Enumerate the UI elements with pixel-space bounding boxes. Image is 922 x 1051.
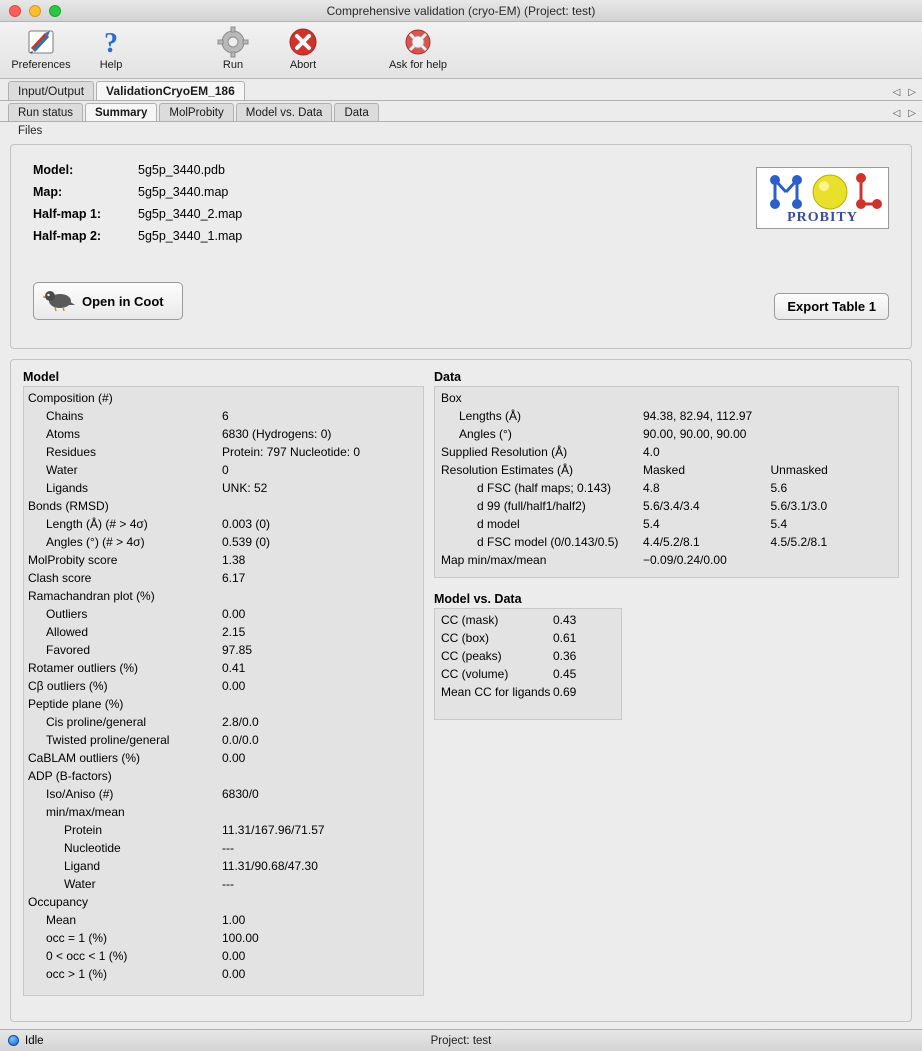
- table-row: [24, 803, 423, 821]
- row-value: 100.00: [222, 931, 259, 945]
- row-key: Cis proline/general: [46, 715, 147, 729]
- row-value: 0.00: [222, 607, 246, 621]
- table-row: [24, 623, 423, 641]
- toolbar: [0, 22, 922, 79]
- minimize-button[interactable]: [29, 5, 41, 17]
- main-content: [0, 140, 922, 1029]
- row-value: 0.43: [553, 613, 577, 627]
- row-key: Nucleotide: [64, 841, 121, 855]
- chevron-right-icon[interactable]: ▷: [908, 87, 916, 98]
- table-row: [24, 407, 423, 425]
- row-value-unmasked: 4.5/5.2/8.1: [770, 535, 828, 549]
- row-value-masked: [643, 389, 771, 407]
- model-section-title: Model: [23, 370, 60, 384]
- table-row: [435, 665, 621, 683]
- window-controls[interactable]: [0, 5, 61, 17]
- tab-run-status[interactable]: Run status: [8, 103, 83, 121]
- table-row: [24, 785, 423, 803]
- row-key: Ligand: [64, 859, 101, 873]
- run-gear-icon: [217, 25, 249, 58]
- run-button[interactable]: [198, 22, 268, 71]
- tab-model-vs-data[interactable]: Model vs. Data: [236, 103, 333, 121]
- row-value-masked: 5.4: [643, 517, 660, 531]
- chevron-left-icon[interactable]: ◁: [892, 108, 901, 119]
- preferences-button[interactable]: [6, 22, 76, 71]
- tab-data[interactable]: Data: [334, 103, 378, 121]
- molprobity-logo: [756, 167, 889, 229]
- title-bar: [0, 0, 922, 22]
- chevron-right-icon[interactable]: ▷: [908, 108, 916, 119]
- files-section-label: Files: [0, 122, 922, 140]
- file-row-half-map-2: [33, 229, 889, 243]
- row-key: Protein: [64, 823, 103, 837]
- table-row: [24, 479, 423, 497]
- half-map-2-label: Half-map 2:: [33, 229, 102, 243]
- svg-text:?: ?: [104, 27, 118, 57]
- row-key: Mean: [46, 913, 77, 927]
- table-row: [24, 911, 423, 929]
- statistics-panel: [10, 359, 912, 1022]
- data-section-title: Data: [434, 370, 462, 384]
- tab-validation-cryoem[interactable]: ValidationCryoEM_186: [96, 81, 245, 100]
- model-file-label: Model:: [33, 163, 74, 177]
- row-value-masked: 4.4/5.2/8.1: [643, 535, 700, 549]
- row-value: 1.00: [222, 913, 246, 927]
- table-row: [435, 479, 898, 497]
- row-key: min/max/mean: [46, 805, 125, 819]
- row-value: [222, 803, 422, 821]
- lifebuoy-icon: [403, 25, 433, 58]
- secondary-tab-scroll[interactable]: [893, 108, 916, 119]
- model-column: [23, 370, 424, 1011]
- run-label: Run: [222, 59, 244, 71]
- row-value-masked: −0.09/0.24/0.00: [643, 553, 727, 567]
- ask-for-help-button[interactable]: [372, 22, 464, 71]
- table-row: [24, 731, 423, 749]
- row-value: 6.17: [222, 571, 246, 585]
- row-key: 0 < occ < 1 (%): [46, 949, 128, 963]
- row-value: 0.0/0.0: [222, 733, 259, 747]
- window-title: Comprehensive validation (cryo-EM) (Project: test): [326, 3, 596, 18]
- row-value: [222, 587, 422, 605]
- molprobity-logo-text: PROBITY: [787, 210, 858, 225]
- row-value-masked: 5.6/3.4/3.4: [643, 499, 700, 513]
- row-key: Water: [64, 877, 96, 891]
- table-row: [435, 515, 898, 533]
- row-value-unmasked: [771, 425, 899, 443]
- table-row: [24, 551, 423, 569]
- row-value: 0: [222, 463, 229, 477]
- row-key: CaBLAM outliers (%): [28, 751, 141, 765]
- row-value: 0.00: [222, 949, 246, 963]
- data-table: [434, 386, 899, 578]
- row-value-unmasked: 5.6: [770, 481, 788, 495]
- data-column: [434, 370, 899, 1011]
- row-value-masked: 94.38, 82.94, 112.97: [643, 409, 753, 423]
- column-header-masked: Masked: [643, 463, 686, 477]
- row-value: [222, 497, 422, 515]
- row-key: occ > 1 (%): [46, 967, 108, 981]
- map-file-value: 5g5p_3440.map: [138, 185, 229, 199]
- tab-summary[interactable]: Summary: [85, 103, 157, 121]
- model-vs-data-section-title: Model vs. Data: [434, 592, 522, 606]
- row-value: 0.00: [222, 679, 246, 693]
- row-key: d FSC model (0/0.143/0.5): [477, 535, 619, 549]
- row-key: Rotamer outliers (%): [28, 661, 139, 675]
- row-value: 11.31/167.96/71.57: [222, 823, 325, 837]
- row-value: 11.31/90.68/47.30: [222, 859, 318, 873]
- help-label: Help: [99, 59, 123, 71]
- table-row: [24, 497, 423, 515]
- row-key: CC (mask): [441, 613, 499, 627]
- row-value: 6830/0: [222, 787, 259, 801]
- table-row: [435, 425, 898, 443]
- table-row: [435, 629, 621, 647]
- export-table-1-label: Export Table 1: [787, 299, 876, 314]
- table-row: [24, 875, 423, 893]
- row-key: Mean CC for ligands: [441, 685, 551, 699]
- row-value-masked: 4.0: [643, 445, 660, 459]
- row-key: Box: [441, 391, 462, 405]
- row-key: CC (box): [441, 631, 490, 645]
- close-button[interactable]: [9, 5, 21, 17]
- row-value: [222, 767, 422, 785]
- row-key: CC (volume): [441, 667, 509, 681]
- table-row: [24, 443, 423, 461]
- table-row: [24, 713, 423, 731]
- half-map-1-label: Half-map 1:: [33, 207, 102, 221]
- row-value-unmasked: 5.4: [770, 517, 788, 531]
- row-value: 0.41: [222, 661, 246, 675]
- row-key: Peptide plane (%): [28, 697, 124, 711]
- export-table-1-button[interactable]: [774, 293, 889, 320]
- abort-button[interactable]: [268, 22, 338, 71]
- row-value: 6: [222, 409, 229, 423]
- status-bar: [0, 1029, 922, 1051]
- help-button[interactable]: [76, 22, 146, 71]
- row-value: 97.85: [222, 643, 253, 657]
- row-value-masked: 4.8: [643, 481, 660, 495]
- status-text: Idle: [25, 1034, 44, 1047]
- row-value: [222, 893, 422, 911]
- row-key: Bonds (RMSD): [28, 499, 109, 513]
- row-key: Outliers: [46, 607, 88, 621]
- table-row: [24, 587, 423, 605]
- abort-icon: [288, 25, 318, 58]
- row-key: d model: [477, 517, 520, 531]
- primary-tab-bar: [0, 79, 922, 101]
- row-value: 0.00: [222, 751, 246, 765]
- table-row: [435, 683, 621, 701]
- row-value: 0.539 (0): [222, 535, 271, 549]
- row-value: 0.00: [222, 967, 246, 981]
- row-key: Iso/Aniso (#): [46, 787, 114, 801]
- row-value-unmasked: [771, 389, 899, 407]
- coot-bird-icon: [43, 288, 75, 315]
- row-value: [222, 695, 422, 713]
- row-value: ---: [222, 841, 234, 855]
- row-value: UNK: 52: [222, 481, 268, 495]
- table-row: [24, 425, 423, 443]
- model-vs-data-table: [434, 608, 622, 720]
- table-row: [24, 749, 423, 767]
- row-key: d FSC (half maps; 0.143): [477, 481, 612, 495]
- row-key: Atoms: [46, 427, 81, 441]
- half-map-1-value: 5g5p_3440_2.map: [138, 207, 243, 221]
- table-row: [435, 443, 898, 461]
- row-key: ADP (B-factors): [28, 769, 112, 783]
- row-key: Occupancy: [28, 895, 89, 909]
- tab-input-output[interactable]: Input/Output: [8, 81, 94, 100]
- files-panel: [10, 144, 912, 349]
- row-key: Water: [46, 463, 78, 477]
- row-value: ---: [222, 877, 234, 891]
- row-key: Map min/max/mean: [441, 553, 547, 567]
- row-value: 2.15: [222, 625, 246, 639]
- model-table: [23, 386, 424, 996]
- row-value: 0.003 (0): [222, 517, 271, 531]
- row-key: Favored: [46, 643, 91, 657]
- row-value: Protein: 797 Nucleotide: 0: [222, 445, 361, 459]
- row-value-unmasked: [771, 443, 899, 461]
- row-key: Ligands: [46, 481, 89, 495]
- row-value: 0.61: [553, 631, 577, 645]
- table-row: [435, 407, 898, 425]
- map-file-label: Map:: [33, 185, 63, 199]
- open-in-coot-label: Open in Coot: [82, 293, 164, 309]
- row-key: Twisted proline/general: [46, 733, 170, 747]
- table-row: [24, 677, 423, 695]
- table-row: [435, 389, 898, 407]
- row-value: 6830 (Hydrogens: 0): [222, 427, 332, 441]
- row-key: Cβ outliers (%): [28, 679, 108, 693]
- row-value: 0.36: [553, 649, 577, 663]
- table-row: [435, 551, 898, 569]
- row-key: Resolution Estimates (Å): [441, 463, 574, 477]
- row-key: d 99 (full/half1/half2): [477, 499, 586, 513]
- row-key: Chains: [46, 409, 84, 423]
- table-row: [24, 533, 423, 551]
- row-key: Allowed: [46, 625, 89, 639]
- table-row: [24, 515, 423, 533]
- half-map-2-value: 5g5p_3440_1.map: [138, 229, 243, 243]
- table-row: [24, 857, 423, 875]
- table-row: [435, 647, 621, 665]
- model-file-value: 5g5p_3440.pdb: [138, 163, 225, 177]
- ask-for-help-label: Ask for help: [388, 59, 448, 71]
- row-key: Supplied Resolution (Å): [441, 445, 568, 459]
- row-value: 1.38: [222, 553, 246, 567]
- column-header-unmasked: Unmasked: [770, 463, 828, 477]
- row-value-unmasked: 5.6/3.1/3.0: [770, 499, 828, 513]
- project-label: Project: test: [430, 1034, 492, 1047]
- row-key: MolProbity score: [28, 553, 118, 567]
- table-row: [435, 611, 621, 629]
- open-in-coot-button[interactable]: [33, 282, 183, 320]
- row-value: [222, 389, 422, 407]
- row-value-unmasked: [771, 407, 899, 425]
- table-row: [24, 839, 423, 857]
- table-row: [24, 929, 423, 947]
- row-key: CC (peaks): [441, 649, 502, 663]
- table-row: [24, 641, 423, 659]
- table-row: [24, 461, 423, 479]
- row-key: Angles (°) (# > 4σ): [46, 535, 145, 549]
- primary-tab-scroll[interactable]: [893, 87, 916, 98]
- tab-molprobity[interactable]: MolProbity: [159, 103, 233, 121]
- table-row: [24, 389, 423, 407]
- chevron-left-icon[interactable]: ◁: [892, 87, 901, 98]
- row-key: Ramachandran plot (%): [28, 589, 155, 603]
- table-row: [24, 605, 423, 623]
- table-row: [435, 533, 898, 551]
- secondary-tab-bar: [0, 101, 922, 122]
- row-key: Residues: [46, 445, 97, 459]
- table-header-row: [435, 461, 898, 479]
- row-value-unmasked: [771, 551, 899, 569]
- maximize-button[interactable]: [49, 5, 61, 17]
- row-key: Angles (°): [459, 427, 512, 441]
- row-key: Composition (#): [28, 391, 113, 405]
- table-row: [24, 695, 423, 713]
- row-value-masked: 90.00, 90.00, 90.00: [643, 427, 747, 441]
- abort-label: Abort: [289, 59, 317, 71]
- help-icon: [96, 25, 126, 58]
- row-value: 0.69: [553, 685, 577, 699]
- row-key: Clash score: [28, 571, 92, 585]
- table-row: [24, 893, 423, 911]
- preferences-icon: [26, 25, 56, 58]
- preferences-label: Preferences: [11, 59, 71, 71]
- table-row: [24, 659, 423, 677]
- row-value: 2.8/0.0: [222, 715, 259, 729]
- row-key: Length (Å) (# > 4σ): [46, 517, 148, 531]
- row-key: Lengths (Å): [459, 409, 522, 423]
- table-row: [24, 965, 423, 983]
- table-row: [24, 767, 423, 785]
- table-row: [24, 821, 423, 839]
- table-row: [24, 569, 423, 587]
- row-value: 0.45: [553, 667, 577, 681]
- table-row: [435, 497, 898, 515]
- table-row: [24, 947, 423, 965]
- row-key: occ = 1 (%): [46, 931, 108, 945]
